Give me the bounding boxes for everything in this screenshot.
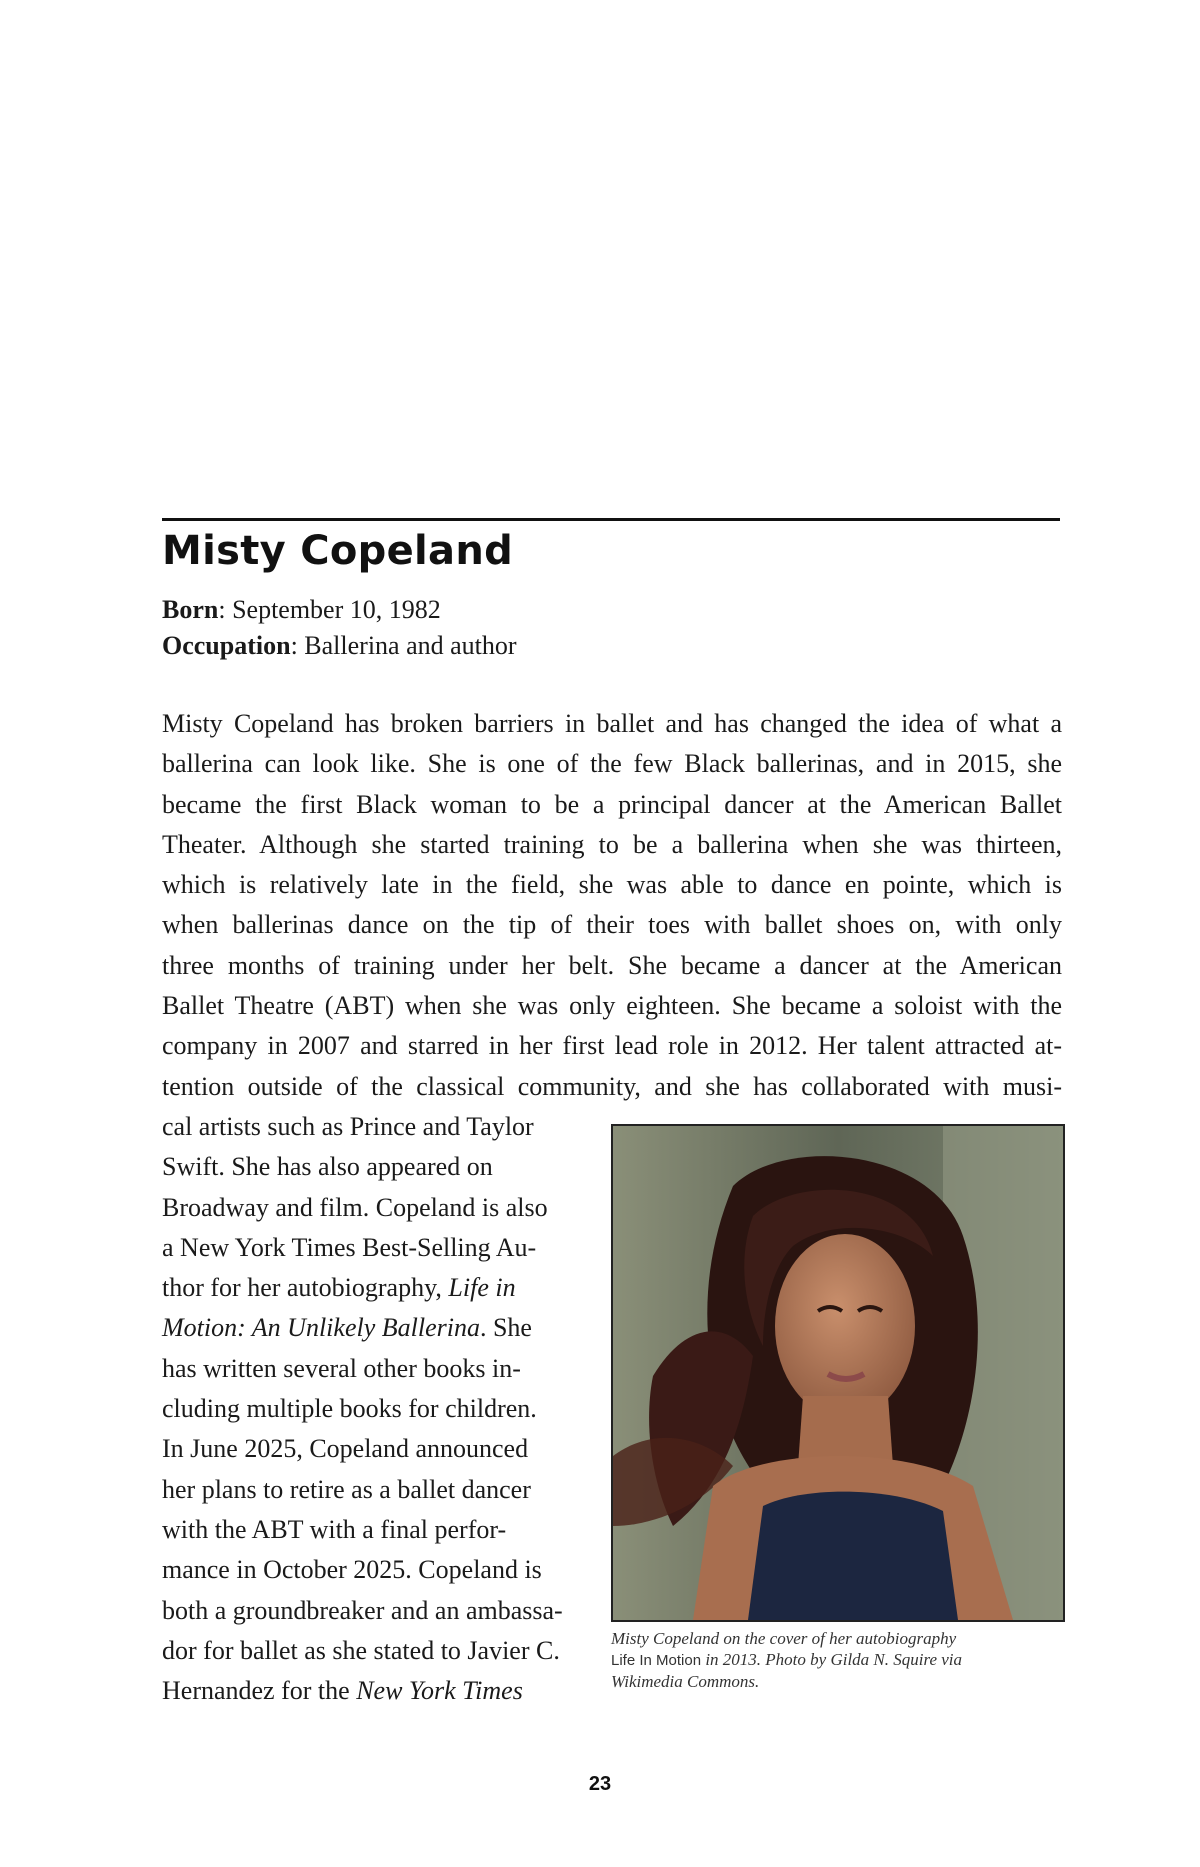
caption-book-title: Life In Motion — [611, 1652, 702, 1669]
body-paragraph-column — [162, 1107, 592, 1711]
body-line: company in 2007 and starred in her first lead role in 2012. Her talent attracted at- — [162, 1031, 1062, 1061]
body-line: her plans to retire as a ballet dancer — [162, 1474, 531, 1504]
caption-text: in 2013. Photo by Gilda N. Squire via — [701, 1650, 963, 1669]
newspaper-title-italic: New York Times — [356, 1676, 523, 1706]
body-line: became the first Black woman to be a principal dancer at the American Ballet — [162, 789, 1062, 819]
body-line: a New York Times Best-Selling Au- — [162, 1232, 537, 1262]
body-text: . She — [479, 1313, 532, 1343]
body-line: In June 2025, Copeland announced — [162, 1434, 529, 1464]
body-line: Theater. Although she started training to be a ballerina when she was thirteen, — [162, 829, 1062, 859]
body-line: Swift. She has also appeared on — [162, 1152, 493, 1182]
book-title-italic: Motion: An Unlikely Ballerina — [162, 1313, 480, 1343]
portrait-illustration — [613, 1126, 1063, 1620]
body-text: thor for her autobiography, — [162, 1273, 449, 1303]
body-line: tention outside of the classical community, and she has collaborated with musi- — [162, 1071, 1062, 1101]
body-line: both a groundbreaker and an ambassa- — [162, 1595, 563, 1625]
body-line: cal artists such as Prince and Taylor — [162, 1112, 534, 1141]
section-rule — [162, 518, 1060, 521]
body-line: Misty Copeland has broken barriers in ballet and has changed the idea of what a — [162, 709, 1062, 738]
body-line: Ballet Theatre (ABT) when she was only eighteen. She became a soloist with the — [162, 991, 1062, 1021]
caption-text: Wikimedia Commons. — [611, 1672, 760, 1691]
body-line: dor for ballet as she stated to Javier C. — [162, 1635, 560, 1665]
body-text: Hernandez for the — [162, 1676, 357, 1706]
photo-caption — [611, 1628, 1066, 1692]
fact-block — [162, 592, 517, 664]
born-value: : September 10, 1982 — [218, 595, 441, 624]
body-line: mance in October 2025. Copeland is — [162, 1555, 542, 1585]
book-title-italic: Life in — [448, 1273, 516, 1303]
born-label: Born — [162, 595, 219, 624]
occupation-line — [162, 628, 517, 664]
page-title: Misty Copeland — [162, 528, 514, 574]
body-paragraph-full-width — [162, 704, 1062, 1107]
body-line: with the ABT with a final perfor- — [162, 1514, 507, 1544]
caption-text: Misty Copeland on the cover of her autobiography — [611, 1629, 957, 1648]
body-line: which is relatively late in the field, she was able to dance en pointe, which is — [162, 870, 1062, 900]
occupation-label: Occupation — [162, 631, 291, 660]
body-line: when ballerinas dance on the tip of their toes with ballet shoes on, with only — [162, 910, 1062, 940]
body-line: three months of training under her belt. She became a dancer at the American — [162, 950, 1062, 980]
page-number: 23 — [588, 1773, 612, 1795]
body-line: has written several other books in- — [162, 1353, 521, 1383]
body-line: Broadway and film. Copeland is also — [162, 1192, 548, 1222]
body-line — [162, 1671, 592, 1711]
body-line — [162, 1268, 592, 1308]
body-line: cluding multiple books for children. — [162, 1394, 537, 1424]
portrait-photo — [611, 1124, 1065, 1622]
occupation-value: : Ballerina and author — [290, 631, 517, 660]
born-line — [162, 592, 517, 628]
body-line — [162, 1308, 592, 1348]
body-line: ballerina can look like. She is one of the few Black ballerinas, and in 2015, she — [162, 749, 1062, 779]
